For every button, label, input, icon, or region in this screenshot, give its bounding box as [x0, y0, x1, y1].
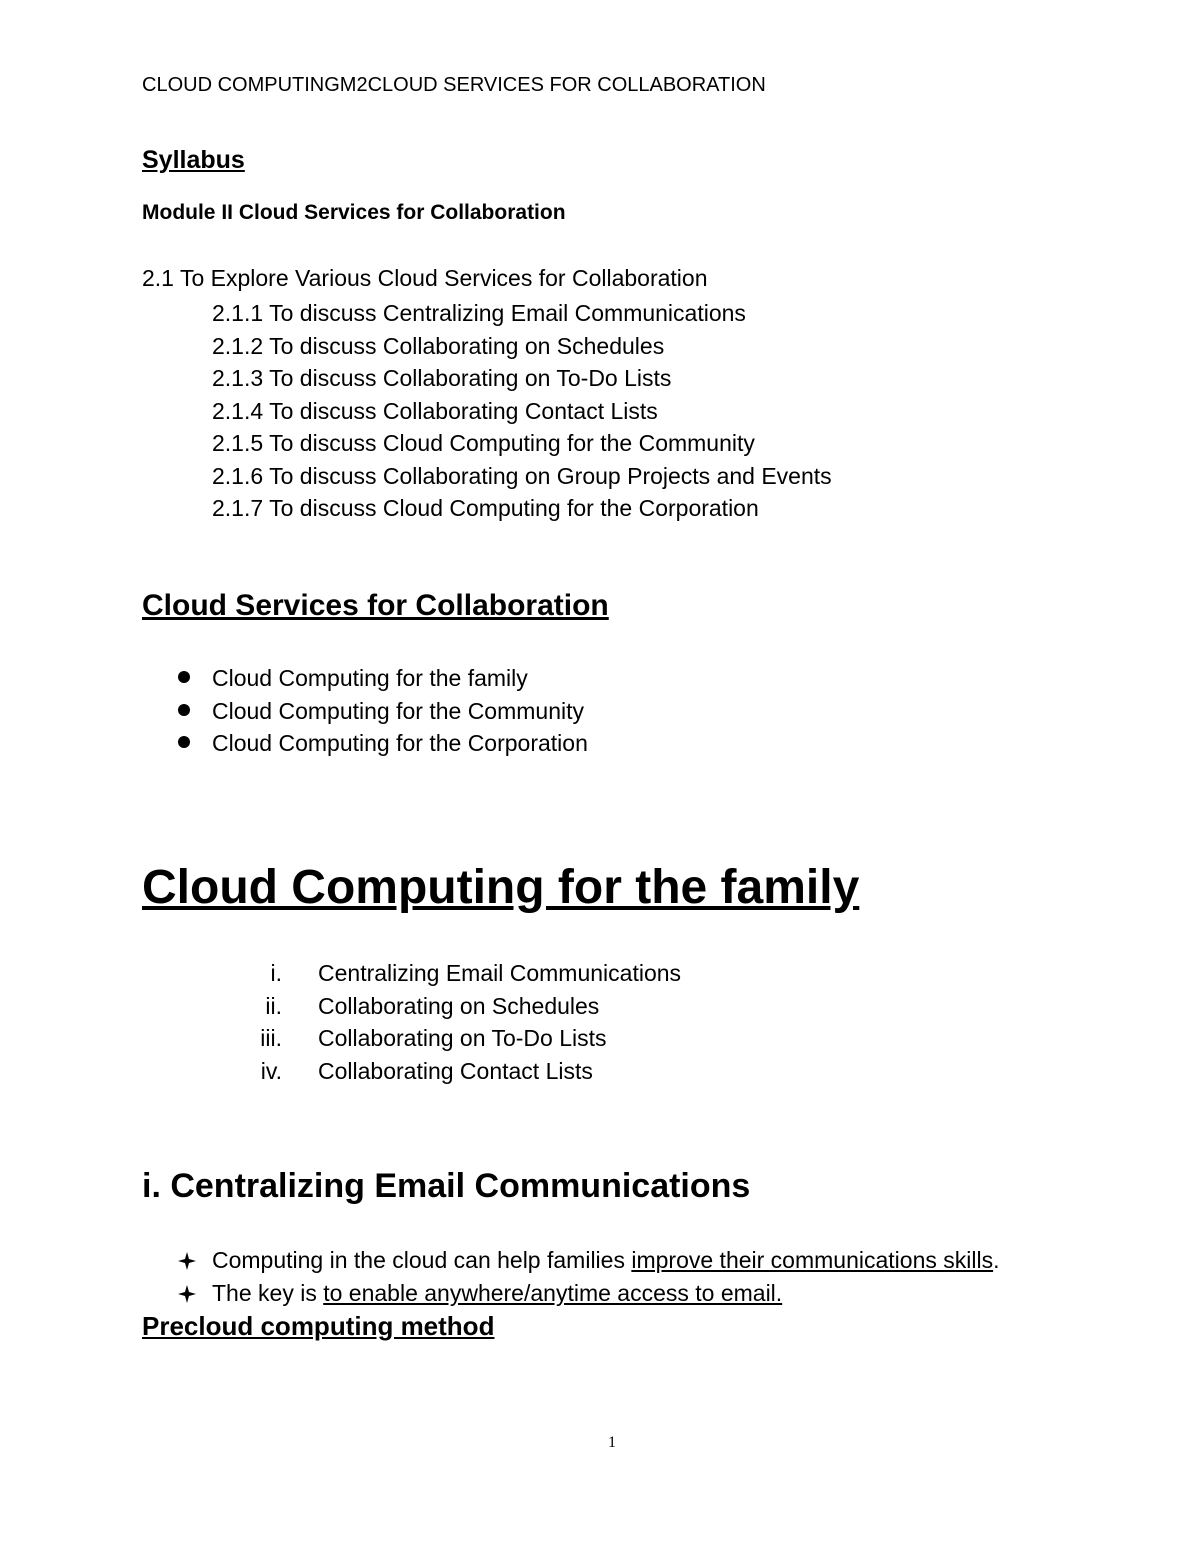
- list-item-text: Collaborating on Schedules: [318, 992, 600, 1019]
- list-item: [142, 1022, 842, 1055]
- email-point-list: [142, 1244, 999, 1310]
- list-item-text: Cloud Computing for the Corporation: [212, 730, 588, 756]
- subtopic-item: 2.1.2 To discuss Collaborating on Schedules: [212, 332, 665, 359]
- subtopic-item: 2.1.3 To discuss Collaborating on To-Do Lists: [212, 365, 672, 391]
- point-text: Computing in the cloud can help families: [212, 1247, 632, 1273]
- list-item-number: iv.: [260, 1057, 282, 1084]
- page-number: 1: [608, 1434, 616, 1451]
- list-item-number: iii.: [260, 1025, 282, 1051]
- subtopic-item: 2.1.5 To discuss Cloud Computing for the Community: [212, 430, 755, 456]
- precloud-heading: Precloud computing method: [142, 1311, 495, 1341]
- list-item-text: Centralizing Email Communications: [318, 960, 682, 986]
- list-item: [142, 662, 588, 695]
- topic-line: 2.1 To Explore Various Cloud Services for Collaboration: [142, 265, 708, 291]
- list-item-text: Cloud Computing for the Community: [212, 697, 584, 724]
- point-underlined-text: improve their communications skills: [631, 1247, 994, 1273]
- list-item: [142, 727, 588, 760]
- family-heading: Cloud Computing for the family: [142, 861, 860, 914]
- email-heading: i. Centralizing Email Communications: [142, 1167, 751, 1205]
- bullet-dot-icon: [178, 671, 190, 683]
- list-item-text: Collaborating Contact Lists: [318, 1057, 593, 1084]
- subtopic-item: 2.1.6 To discuss Collaborating on Group Projects and Events: [212, 462, 832, 489]
- module-title: Module II Cloud Services for Collaboration: [142, 201, 566, 224]
- point-suffix: .: [993, 1247, 1000, 1273]
- services-bullet-list: [142, 662, 588, 760]
- syllabus-heading: Syllabus: [142, 146, 245, 174]
- point-underlined-text: to enable anywhere/anytime access to email.: [323, 1280, 783, 1306]
- list-item-number: ii.: [265, 992, 282, 1019]
- list-item-text: Cloud Computing for the family: [212, 665, 528, 691]
- point-text: The key is: [212, 1280, 324, 1306]
- list-item: [142, 957, 842, 990]
- list-item: [142, 695, 588, 728]
- diamond-bullet-icon: [178, 1285, 196, 1303]
- subtopic-item: 2.1.1 To discuss Centralizing Email Communications: [212, 300, 746, 326]
- running-header: CLOUD COMPUTINGM2CLOUD SERVICES FOR COLLABORATION: [142, 74, 766, 96]
- bullet-dot-icon: [178, 736, 190, 748]
- bullet-dot-icon: [178, 704, 190, 716]
- list-item-number: i.: [270, 960, 282, 986]
- services-heading: Cloud Services for Collaboration: [142, 589, 609, 622]
- list-item: [142, 1055, 842, 1088]
- list-item-text: Collaborating on To-Do Lists: [318, 1025, 607, 1051]
- diamond-bullet-icon: [178, 1252, 196, 1270]
- family-roman-list: [142, 957, 842, 1087]
- list-item: [142, 990, 842, 1023]
- subtopic-list: [212, 297, 832, 525]
- subtopic-item: 2.1.7 To discuss Cloud Computing for the Corporation: [212, 495, 759, 521]
- subtopic-item: 2.1.4 To discuss Collaborating Contact Lists: [212, 397, 658, 424]
- list-item: [142, 1277, 999, 1310]
- list-item: [142, 1244, 999, 1277]
